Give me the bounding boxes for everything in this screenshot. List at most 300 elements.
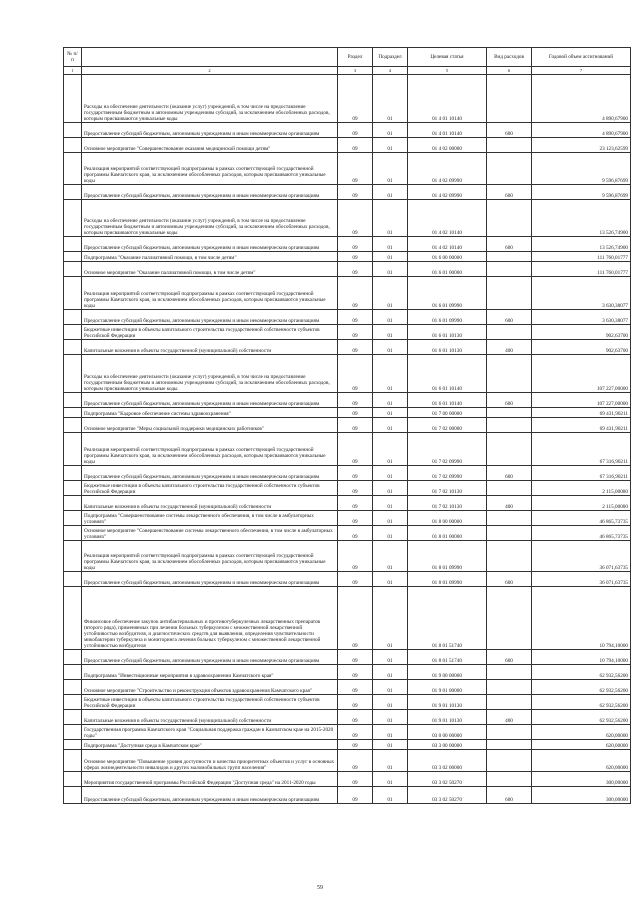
cell-vid: 400 [487,496,532,511]
cell-razdel: 09 [338,138,373,153]
table-row [64,123,631,138]
cell-name: Капитальные вложения в объекты государственной (муниципальной) собственности [82,496,338,511]
cell-name: Предоставление субсидий бюджетным, автономным учреждениям и иным некоммерческим организациям [82,185,338,200]
cell-vid: 600 [487,123,532,138]
cell-podrazdel: 01 [373,541,408,572]
cell-num [64,511,82,526]
cell-vid: 600 [487,393,532,408]
cell-num [64,200,82,237]
table-row [64,262,631,277]
column-number: 7 [532,67,631,75]
cell-name: Основное мероприятие "Совершенствование оказания медицинской помощи детям" [82,138,338,153]
cell-vid [487,262,532,277]
cell-name: Предоставление субсидий бюджетным, автономным учреждениям и иным некоммерческим организациям [82,466,338,481]
cell-vid [487,772,532,787]
cell-razdel: 09 [338,572,373,587]
cell-podrazdel: 01 [373,511,408,526]
cell-num [64,772,82,787]
cell-name: Реализация мероприятий соответствующей подпрограммы в рамках соответствующей государственной программы Камчатского края, за исключением обособленных расходов, которым присваиваются уникальные коды [82,153,338,185]
cell-name: Расходы на обеспечение деятельности (оказание услуг) учреждений, в том числе на предоставление государственным бюджетным и автономным учреждениям субсидий, за исключением обособленных расходов, которым присваиваются уникальные коды [82,355,338,393]
cell-num [64,138,82,153]
cell-razdel: 09 [338,650,373,665]
cell-target: 01 7 02 10130 [408,496,487,511]
cell-name: Подпрограмма "Оказание паллиативной помощи, в том числе детям" [82,252,338,262]
column-number: 2 [82,67,338,75]
cell-amount: 62 932,56200 [532,710,631,725]
cell-name: Основное мероприятие "Совершенствование системы лекарственного обеспечения, в том числе в амбулаторных условиях" [82,526,338,541]
cell-target: 01 9 01 10130 [408,710,487,725]
cell-amount: 2 115,00000 [532,496,631,511]
cell-target: 01 8 01 09990 [408,541,487,572]
cell-name: Подпрограмма "Совершенствование системы лекарственного обеспечения, в том числе в амбулаторных условиях" [82,511,338,526]
cell-num [64,481,82,496]
cell-razdel: 09 [338,153,373,185]
table-row [64,750,631,772]
cell-podrazdel: 01 [373,123,408,138]
cell-vid: 600 [487,237,532,252]
cell-vid [487,750,532,772]
cell-vid: 600 [487,572,532,587]
cell-podrazdel: 01 [373,572,408,587]
cell-razdel: 09 [338,511,373,526]
cell-vid: 600 [487,650,532,665]
cell-amount: 23 123,62599 [532,138,631,153]
cell-podrazdel: 01 [373,262,408,277]
page-number: 59 [317,885,323,891]
cell-razdel: 09 [338,725,373,740]
cell-vid [487,277,532,310]
cell-razdel: 09 [338,200,373,237]
cell-podrazdel: 01 [373,277,408,310]
cell-num [64,75,82,123]
cell-target: 01 4 02 10140 [408,237,487,252]
cell-amount: 62 932,56200 [532,695,631,710]
cell-podrazdel: 01 [373,665,408,680]
cell-razdel: 09 [338,526,373,541]
cell-amount: 300,00000 [532,787,631,804]
cell-name: Реализация мероприятий соответствующей подпрограммы в рамках соответствующей государственной программы Камчатского края, за исключением обособленных расходов, которым присваиваются уникальные коды [82,541,338,572]
cell-amount: 46 865,73735 [532,511,631,526]
table-row [64,408,631,418]
cell-vid [487,408,532,418]
cell-target: 01 6 01 09990 [408,310,487,325]
cell-num [64,355,82,393]
cell-vid [487,587,532,650]
table-row [64,200,631,237]
cell-target: 01 8 01 51740 [408,587,487,650]
cell-amount: 107 227,00000 [532,393,631,408]
cell-target: 01 6 01 10130 [408,325,487,340]
cell-podrazdel: 01 [373,355,408,393]
cell-num [64,710,82,725]
cell-razdel: 09 [338,310,373,325]
cell-razdel: 09 [338,433,373,466]
cell-amount: 69 431,90211 [532,408,631,418]
cell-podrazdel: 01 [373,340,408,355]
table-row [64,650,631,665]
table-row [64,496,631,511]
budget-table-page [63,47,630,804]
cell-num [64,262,82,277]
table-row [64,680,631,695]
table-row [64,787,631,804]
cell-podrazdel: 01 [373,408,408,418]
cell-num [64,750,82,772]
cell-target: 01 8 01 51740 [408,650,487,665]
cell-amount: 3 630,38077 [532,310,631,325]
cell-razdel: 09 [338,75,373,123]
cell-num [64,418,82,433]
cell-razdel: 09 [338,481,373,496]
cell-num [64,725,82,740]
table-row [64,572,631,587]
cell-name: Расходы на обеспечение деятельности (оказание услуг) учреждений, в том числе на предоставление государственным бюджетным и автономным учреждениям субсидий, за исключением обособленных расходов, которым присваиваются уникальные коды [82,200,338,237]
table-row [64,393,631,408]
cell-target: 01 8 01 00000 [408,526,487,541]
header-num: № п/п [64,48,82,67]
cell-vid [487,511,532,526]
cell-razdel: 09 [338,252,373,262]
header-podrazdel: Подраздел [373,48,408,67]
cell-vid [487,433,532,466]
table-row [64,695,631,710]
cell-target: 03 3 00 00000 [408,740,487,750]
cell-name: Бюджетные инвестиции в объекты капитального строительства государственной собственности субъектов Российской Федерации [82,325,338,340]
table-row [64,237,631,252]
cell-razdel: 09 [338,587,373,650]
cell-name: Подпрограмма "Инвестиционные мероприятия в здравоохранении Камчатского края" [82,665,338,680]
cell-razdel: 09 [338,740,373,750]
cell-name: Реализация мероприятий соответствующей подпрограммы в рамках соответствующей государственной программы Камчатского края, за исключением обособленных расходов, которым присваиваются уникальные коды [82,277,338,310]
cell-target: 01 4 02 00000 [408,138,487,153]
cell-num [64,252,82,262]
table-row [64,75,631,123]
cell-target: 01 4 02 09990 [408,185,487,200]
cell-amount: 36 071,63735 [532,541,631,572]
cell-amount: 620,00000 [532,750,631,772]
cell-amount: 62 932,56200 [532,665,631,680]
cell-target: 01 7 02 09990 [408,433,487,466]
cell-target: 01 6 01 09990 [408,277,487,310]
header-target: Целевая статья [408,48,487,67]
cell-target: 01 4 02 09990 [408,153,487,185]
cell-vid [487,481,532,496]
cell-vid: 400 [487,710,532,725]
cell-amount: 46 865,73735 [532,526,631,541]
cell-name: Финансовое обеспечение закупок антибактериальных и противотуберкулезных лекарственных препаратов (второго ряда), применяемых при лечении больных туберкулезом с множественной лекарственной устойчивостью возбудителя, и диагностических средств для выявления, определения чувствительности микобактерии туберкулеза и мониторинга лечения больных туберкулезом с множественной лекарственной устойчивостью возбудителя [82,587,338,650]
cell-amount: 9 596,87699 [532,153,631,185]
cell-name: Капитальные вложения в объекты государственной (муниципальной) собственности [82,710,338,725]
cell-num [64,665,82,680]
cell-amount: 2 115,00000 [532,481,631,496]
cell-num [64,153,82,185]
cell-podrazdel: 01 [373,75,408,123]
column-number: 1 [64,67,82,75]
table-row [64,325,631,340]
cell-amount: 300,00000 [532,772,631,787]
cell-name: Предоставление субсидий бюджетным, автономным учреждениям и иным некоммерческим организациям [82,393,338,408]
cell-razdel: 09 [338,340,373,355]
cell-num [64,277,82,310]
column-number: 5 [408,67,487,75]
table-row [64,252,631,262]
cell-podrazdel: 01 [373,710,408,725]
cell-name: Предоставление субсидий бюджетным, автономным учреждениям и иным некоммерческим организациям [82,572,338,587]
cell-amount: 620,00000 [532,740,631,750]
cell-amount: 69 431,90211 [532,418,631,433]
cell-target: 01 4 02 10140 [408,200,487,237]
cell-target: 01 8 01 09990 [408,572,487,587]
cell-podrazdel: 01 [373,481,408,496]
cell-target: 01 4 01 10140 [408,75,487,123]
cell-amount: 10 794,10000 [532,587,631,650]
cell-vid [487,680,532,695]
cell-num [64,466,82,481]
cell-podrazdel: 01 [373,153,408,185]
cell-num [64,526,82,541]
cell-amount: 620,00000 [532,725,631,740]
table-row [64,511,631,526]
cell-target: 03 0 00 00000 [408,725,487,740]
cell-name: Подпрограмма "Доступная среда в Камчатском крае" [82,740,338,750]
cell-amount: 10 794,10000 [532,650,631,665]
cell-target: 03 3 02 50270 [408,787,487,804]
cell-num [64,408,82,418]
cell-razdel: 09 [338,277,373,310]
cell-amount: 4 890,67900 [532,75,631,123]
cell-razdel: 09 [338,237,373,252]
cell-name: Капитальные вложения в объекты государственной (муниципальной) собственности [82,340,338,355]
cell-target: 01 6 00 00000 [408,252,487,262]
table-row [64,355,631,393]
cell-name: Реализация мероприятий соответствующей подпрограммы в рамках соответствующей государственной программы Камчатского края, за исключением обособленных расходов, которым присваиваются уникальные коды [82,433,338,466]
cell-vid [487,695,532,710]
cell-podrazdel: 01 [373,740,408,750]
cell-vid [487,541,532,572]
cell-num [64,695,82,710]
cell-amount: 111 760,01777 [532,262,631,277]
cell-name: Основное мероприятие "Повышение уровня доступности и качества приоритетных объектов и услуг в основных сферах жизнедеятельности инвалидов и других маломобильных групп населения" [82,750,338,772]
cell-amount: 13 526,74900 [532,237,631,252]
cell-target: 01 9 01 10130 [408,695,487,710]
cell-podrazdel: 01 [373,787,408,804]
cell-podrazdel: 01 [373,237,408,252]
cell-name: Основное мероприятие "Строительство и реконструкция объектов здравоохранения Камчатского края" [82,680,338,695]
cell-vid: 600 [487,310,532,325]
budget-table [63,47,631,804]
cell-amount: 3 630,38077 [532,277,631,310]
cell-podrazdel: 01 [373,496,408,511]
cell-razdel: 09 [338,772,373,787]
table-row [64,725,631,740]
cell-podrazdel: 01 [373,252,408,262]
cell-razdel: 09 [338,750,373,772]
cell-vid [487,418,532,433]
cell-podrazdel: 01 [373,725,408,740]
cell-podrazdel: 01 [373,200,408,237]
cell-target: 01 6 01 10140 [408,393,487,408]
cell-num [64,237,82,252]
cell-target: 03 3 02 50270 [408,772,487,787]
table-row [64,772,631,787]
cell-razdel: 09 [338,325,373,340]
cell-vid [487,725,532,740]
header-amount: Годовой объем ассигнований [532,48,631,67]
cell-vid [487,153,532,185]
cell-target: 01 7 00 00000 [408,408,487,418]
cell-razdel: 09 [338,418,373,433]
table-row [64,665,631,680]
cell-razdel: 09 [338,541,373,572]
cell-amount: 107 227,00000 [532,355,631,393]
cell-vid: 600 [487,185,532,200]
cell-name: Предоставление субсидий бюджетным, автономным учреждениям и иным некоммерческим организациям [82,650,338,665]
cell-amount: 902,63700 [532,325,631,340]
cell-target: 01 4 01 10140 [408,123,487,138]
cell-num [64,340,82,355]
cell-target: 01 9 00 00000 [408,665,487,680]
cell-name: Предоставление субсидий бюджетным, автономным учреждениям и иным некоммерческим организациям [82,123,338,138]
table-row [64,587,631,650]
cell-target: 01 6 01 10130 [408,340,487,355]
cell-vid [487,526,532,541]
cell-num [64,185,82,200]
cell-vid [487,252,532,262]
cell-amount: 67 316,90211 [532,433,631,466]
cell-vid [487,325,532,340]
cell-name: Расходы на обеспечение деятельности (оказание услуг) учреждений, в том числе на предоставление государственным бюджетным и автономным учреждениям субсидий, за исключением обособленных расходов, которым присваиваются уникальные коды [82,75,338,123]
cell-podrazdel: 01 [373,680,408,695]
header-razdel: Раздел [338,48,373,67]
cell-vid [487,75,532,123]
cell-podrazdel: 01 [373,695,408,710]
cell-amount: 4 890,67900 [532,123,631,138]
table-row [64,466,631,481]
cell-razdel: 09 [338,355,373,393]
cell-amount: 36 071,63735 [532,572,631,587]
cell-num [64,587,82,650]
cell-podrazdel: 01 [373,418,408,433]
cell-amount: 902,63700 [532,340,631,355]
cell-podrazdel: 01 [373,185,408,200]
cell-target: 01 7 02 00000 [408,418,487,433]
cell-vid [487,138,532,153]
cell-razdel: 09 [338,787,373,804]
column-number: 4 [373,67,408,75]
cell-podrazdel: 01 [373,433,408,466]
table-header-row [64,48,631,67]
cell-target: 01 7 02 10130 [408,481,487,496]
table-row [64,153,631,185]
header-vid: Вид расходов [487,48,532,67]
table-body [64,75,631,804]
cell-razdel: 09 [338,408,373,418]
cell-vid: 400 [487,340,532,355]
table-row [64,138,631,153]
cell-target: 03 3 02 00000 [408,750,487,772]
cell-podrazdel: 01 [373,325,408,340]
table-row [64,526,631,541]
cell-razdel: 09 [338,123,373,138]
table-row [64,418,631,433]
table-row [64,277,631,310]
cell-num [64,572,82,587]
cell-vid [487,665,532,680]
column-numbers-row [64,67,631,75]
cell-num [64,680,82,695]
cell-razdel: 09 [338,710,373,725]
cell-razdel: 09 [338,695,373,710]
cell-vid: 600 [487,787,532,804]
cell-podrazdel: 01 [373,650,408,665]
header-name [82,48,338,67]
cell-name: Предоставление субсидий бюджетным, автономным учреждениям и иным некоммерческим организациям [82,787,338,804]
cell-name: Подпрограмма "Кадровое обеспечение системы здравоохранения" [82,408,338,418]
column-number: 3 [338,67,373,75]
cell-name: Предоставление субсидий бюджетным, автономным учреждениям и иным некоммерческим организациям [82,237,338,252]
cell-podrazdel: 01 [373,138,408,153]
cell-razdel: 09 [338,185,373,200]
cell-name: Предоставление субсидий бюджетным, автономным учреждениям и иным некоммерческим организациям [82,310,338,325]
cell-num [64,496,82,511]
cell-target: 01 7 02 09990 [408,466,487,481]
cell-target: 01 6 01 00000 [408,262,487,277]
cell-target: 01 9 01 00000 [408,680,487,695]
cell-amount: 9 596,87699 [532,185,631,200]
table-row [64,340,631,355]
cell-amount: 13 526,74900 [532,200,631,237]
cell-name: Бюджетные инвестиции в объекты капитального строительства государственной собственности субъектов Российской Федерации [82,695,338,710]
cell-num [64,393,82,408]
cell-amount: 67 316,90211 [532,466,631,481]
table-row [64,481,631,496]
cell-vid: 600 [487,466,532,481]
cell-name: Государственная программа Камчатского края "Социальная поддержка граждан в Камчатском крае на 2015-2020 годы" [82,725,338,740]
cell-name: Бюджетные инвестиции в объекты капитального строительства государственной собственности субъектов Российской Федерации [82,481,338,496]
cell-razdel: 09 [338,496,373,511]
column-number: 6 [487,67,532,75]
cell-vid [487,200,532,237]
cell-target: 01 8 00 00000 [408,511,487,526]
cell-num [64,433,82,466]
cell-target: 01 6 01 10140 [408,355,487,393]
table-row [64,433,631,466]
cell-podrazdel: 01 [373,466,408,481]
table-row [64,740,631,750]
cell-razdel: 09 [338,466,373,481]
cell-podrazdel: 01 [373,526,408,541]
cell-amount: 62 932,56200 [532,680,631,695]
cell-num [64,650,82,665]
cell-num [64,541,82,572]
table-row [64,185,631,200]
table-row [64,310,631,325]
cell-podrazdel: 01 [373,750,408,772]
cell-razdel: 09 [338,665,373,680]
table-row [64,541,631,572]
cell-num [64,325,82,340]
cell-name: Основное мероприятие "Меры социальной поддержки медицинских работников" [82,418,338,433]
cell-vid [487,740,532,750]
cell-name: Основное мероприятие "Оказание паллиативной помощи, в том числе детям" [82,262,338,277]
cell-podrazdel: 01 [373,393,408,408]
cell-razdel: 09 [338,680,373,695]
cell-podrazdel: 01 [373,310,408,325]
cell-razdel: 09 [338,262,373,277]
cell-num [64,787,82,804]
cell-vid [487,355,532,393]
cell-podrazdel: 01 [373,772,408,787]
